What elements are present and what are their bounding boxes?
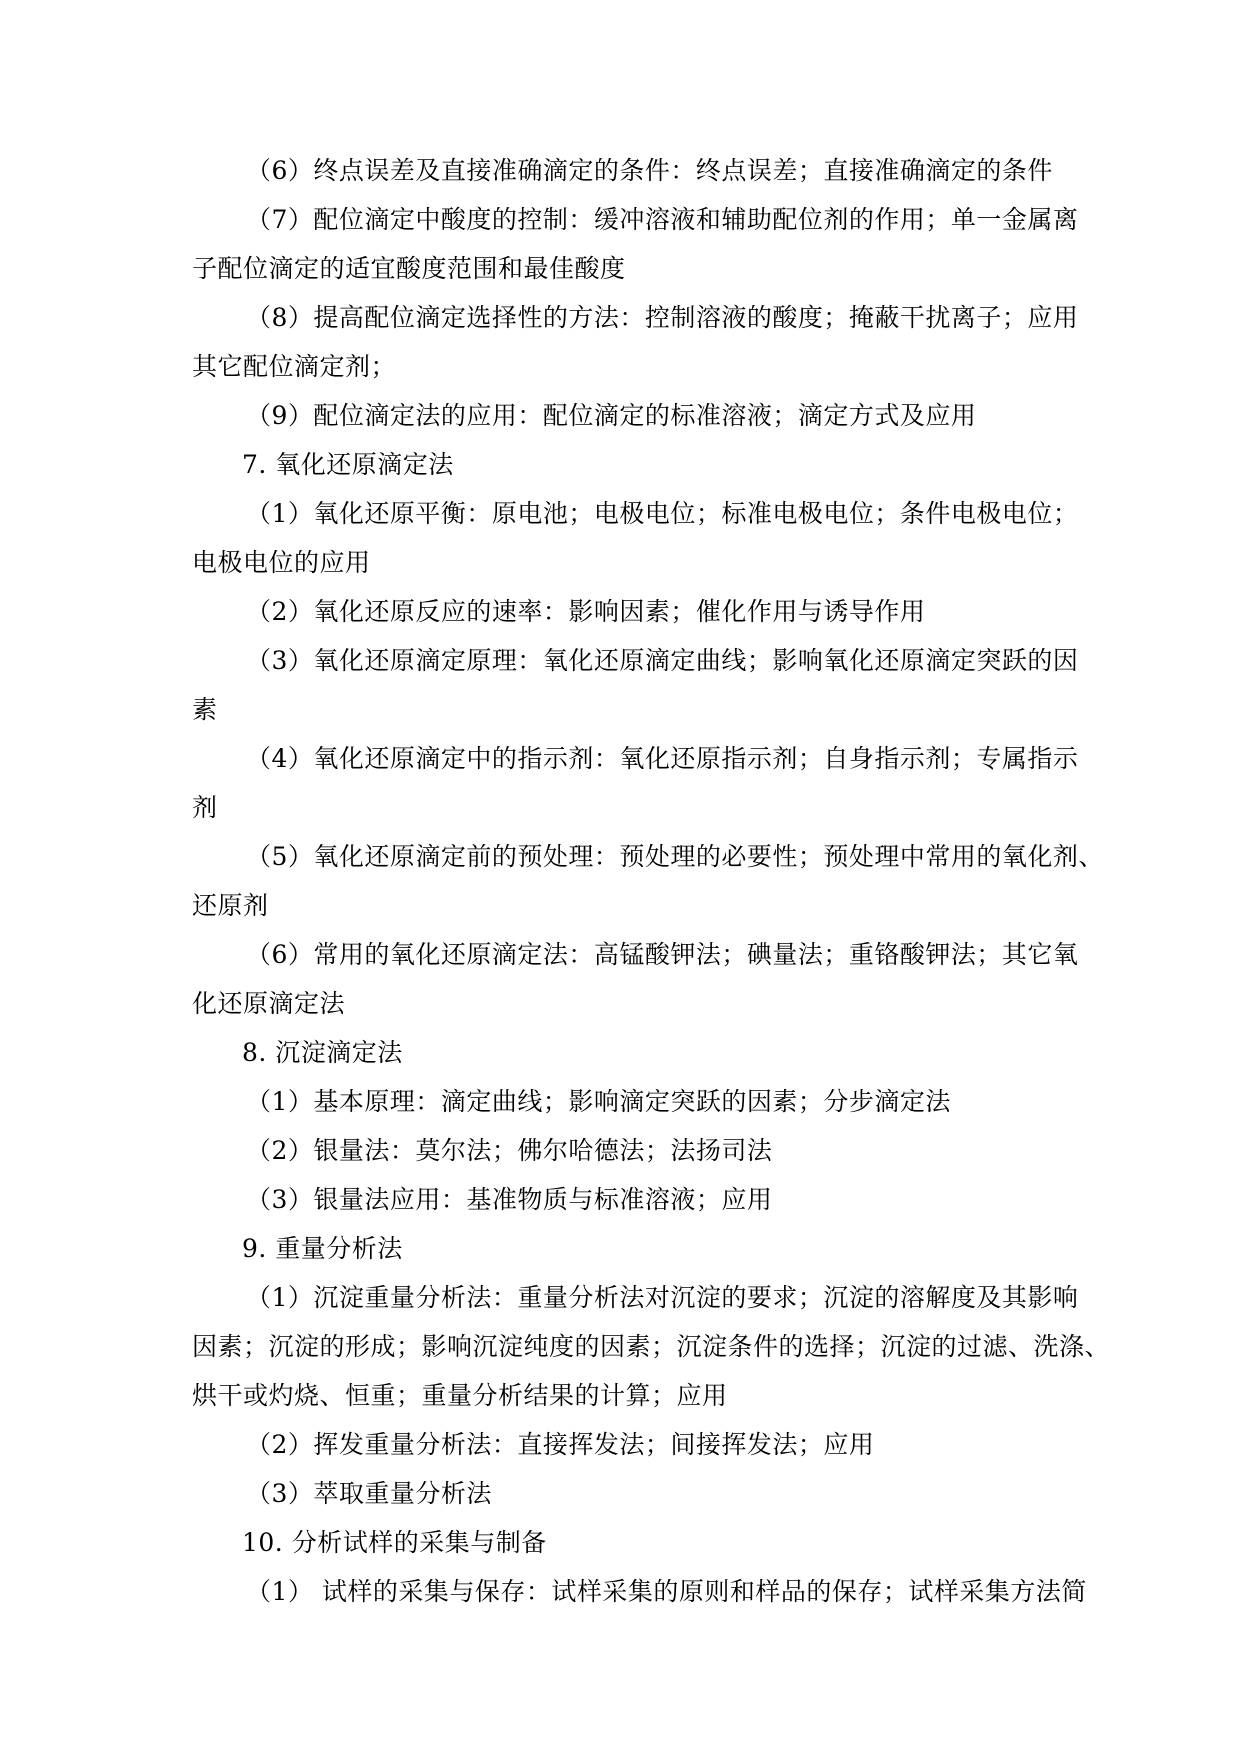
list-item: （1）沉淀重量分析法：重量分析法对沉淀的要求；沉淀的溶解度及其影响: [246, 1283, 1079, 1312]
list-item: （5）氧化还原滴定前的预处理：预处理的必要性；预处理中常用的氧化剂、: [246, 842, 1104, 871]
list-item-continuation: 因素；沉淀的形成；影响沉淀纯度的因素；沉淀条件的选择；沉淀的过滤、洗涤、: [192, 1332, 1111, 1361]
list-item: （1）氧化还原平衡：原电池；电极电位；标准电极电位；条件电极电位；: [246, 499, 1079, 528]
list-item-continuation: 子配位滴定的适宜酸度范围和最佳酸度: [192, 254, 626, 283]
list-item-continuation: 还原剂: [192, 891, 269, 920]
list-item: （3）银量法应用：基准物质与标准溶液；应用: [246, 1185, 773, 1214]
list-item-continuation: 化还原滴定法: [192, 989, 346, 1018]
list-item: （3）萃取重量分析法: [246, 1479, 492, 1508]
list-item: （9）配位滴定法的应用：配位滴定的标准溶液；滴定方式及应用: [246, 401, 977, 430]
list-item: （1） 试样的采集与保存：试样采集的原则和样品的保存；试样采集方法简: [246, 1577, 1087, 1606]
list-item-continuation: 烘干或灼烧、恒重；重量分析结果的计算；应用: [192, 1381, 728, 1410]
list-item: （4）氧化还原滴定中的指示剂：氧化还原指示剂；自身指示剂；专属指示: [246, 744, 1079, 773]
section-heading: 7. 氧化还原滴定法: [242, 450, 454, 479]
list-item-continuation: 电极电位的应用: [192, 548, 371, 577]
list-item: （2）挥发重量分析法：直接挥发法；间接挥发法；应用: [246, 1430, 875, 1459]
list-item-continuation: 其它配位滴定剂；: [192, 352, 397, 381]
list-item: （2）氧化还原反应的速率：影响因素；催化作用与诱导作用: [246, 597, 926, 626]
list-item: （6）常用的氧化还原滴定法：高锰酸钾法；碘量法；重铬酸钾法；其它氧: [246, 940, 1079, 969]
list-item: （2）银量法：莫尔法；佛尔哈德法；法扬司法: [246, 1136, 773, 1165]
list-item-continuation: 剂: [192, 793, 218, 822]
document-body: [192, 146, 1111, 1616]
list-item: （6）终点误差及直接准确滴定的条件：终点误差；直接准确滴定的条件: [246, 156, 1053, 185]
section-heading: 9. 重量分析法: [242, 1234, 403, 1263]
list-item: （8）提高配位滴定选择性的方法：控制溶液的酸度；掩蔽干扰离子；应用: [246, 303, 1079, 332]
list-item: （1）基本原理：滴定曲线；影响滴定突跃的因素；分步滴定法: [246, 1087, 951, 1116]
section-heading: 8. 沉淀滴定法: [242, 1038, 403, 1067]
list-item: （7）配位滴定中酸度的控制：缓冲溶液和辅助配位剂的作用；单一金属离: [246, 205, 1079, 234]
list-item: （3）氧化还原滴定原理：氧化还原滴定曲线；影响氧化还原滴定突跃的因: [246, 646, 1079, 675]
section-heading: 10. 分析试样的采集与制备: [242, 1528, 547, 1557]
list-item-continuation: 素: [192, 695, 218, 724]
